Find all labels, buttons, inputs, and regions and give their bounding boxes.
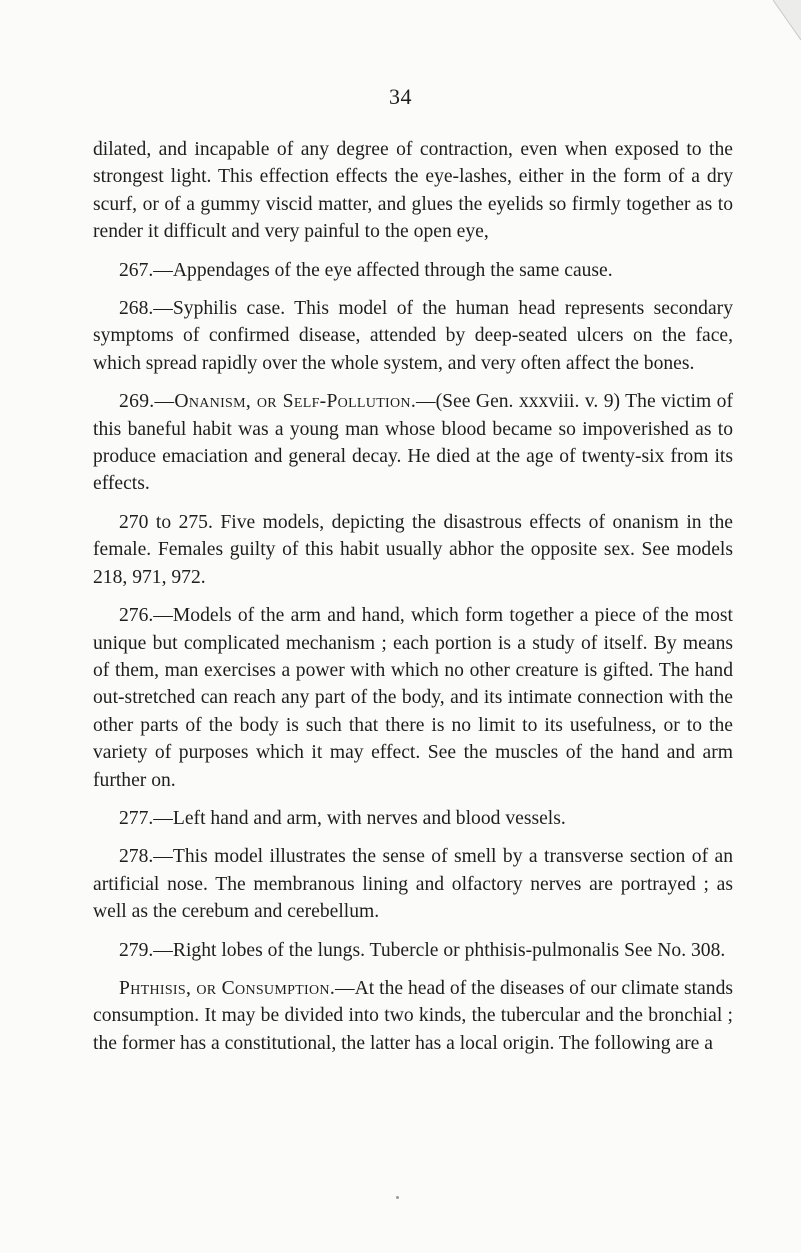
paragraph-text: dilated, and incapable of any degree of contraction, even when exposed to the strongest light. This effection effects the eye-lashes, either in the form of a dry scurf, or of a gummy viscid matter, and glues the eyelids so firmly together as to render it difficult and very painful to the open eye, bbox=[93, 139, 733, 243]
paragraph-text: —(See Gen. xxxviii. v. 9) The victim of this baneful habit was a young man whose blood became so impoverished as to produce emaciation and general decay. He died at the age of twenty-six from its effects. bbox=[93, 391, 733, 495]
paragraph-text: 278.—This model illustrates the sense of smell by a transverse section of an artificial nose. The membranous lining and olfactory nerves are portrayed ; as well as the cerebum and cerebellum. bbox=[93, 846, 733, 923]
paragraph-277 bbox=[93, 805, 733, 832]
paragraph-text: 277.—Left hand and arm, with nerves and blood vessels. bbox=[119, 807, 566, 829]
paragraph-text: 276.—Models of the arm and hand, which form together a piece of the most unique but complicated mechanism ; each portion is a study of itself. By means of them, man exercises a power with which no other creature is gifted. The hand out-stretched can reach any part of the body, and its intimate connection with the other parts of the body is such that there is no limit to its usefulness, or to the variety of purposes which it may effect. See the muscles of the hand and arm further on. bbox=[93, 605, 733, 791]
paragraph-phthisis bbox=[93, 975, 733, 1057]
paragraph-text: —At the head of the diseases of our climate stands consumption. It may be divided into two kinds, the tubercular and the bronchial ; the former has a constitutional, the latter has a local origin. The following are a bbox=[93, 977, 733, 1054]
paragraph-text: 268.—Syphilis case. This model of the human head represents secondary symptoms of confirmed disease, attended by deep-seated ulcers on the face, which spread rapidly over the whole system, and very often affect the bones. bbox=[93, 298, 733, 374]
page-number: 34 bbox=[389, 84, 412, 109]
page-corner-fold bbox=[773, 0, 801, 40]
paragraph-268 bbox=[93, 295, 733, 377]
paragraph-continued bbox=[93, 136, 733, 246]
paragraph-text: 270 to 275. Five models, depicting the disastrous effects of onanism in the female. Females guilty of this habit usually abhor the opposite sex. See models 218, 971, 972. bbox=[93, 511, 733, 588]
paragraph-270 bbox=[93, 509, 733, 591]
entry-heading: Phthisis, or Consumption. bbox=[119, 977, 336, 999]
paragraph-267 bbox=[93, 257, 733, 284]
paragraph-269 bbox=[93, 388, 733, 498]
ink-speck bbox=[396, 1196, 399, 1199]
paragraph-text: 267.—Appendages of the eye affected through the same cause. bbox=[119, 259, 613, 281]
entry-heading: 269.—Onanism, or Self-Pollution. bbox=[119, 391, 417, 413]
paragraph-276 bbox=[93, 602, 733, 794]
paragraph-text: 279.—Right lobes of the lungs. Tubercle or phthisis-pulmonalis See No. 308. bbox=[119, 939, 726, 961]
paragraph-278 bbox=[93, 843, 733, 925]
page-body bbox=[93, 136, 733, 1068]
paragraph-279 bbox=[93, 937, 733, 964]
